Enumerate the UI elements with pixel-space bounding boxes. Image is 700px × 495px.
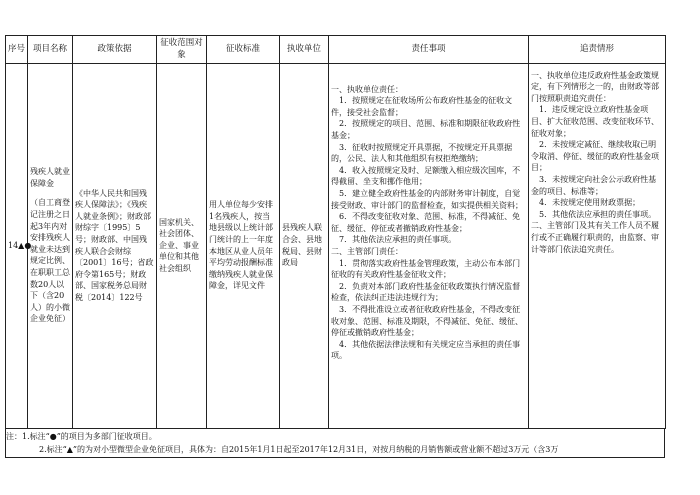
row-project-name-note: （自工商登记注册之日起3年内对安排残疾人就业未达到规定比例、在职职工总数20人以下（含20人）的小微企业免征） — [30, 198, 70, 324]
row-unit: 县残疾人联合会、县地税局、县财政局 — [280, 63, 329, 428]
duty-line: 3．不得批准设立或者征收政府性基金，不得改变征收对象、范围、标准及期限，不得减征、免征、缓征、停征或撤销政府性基金； — [331, 304, 523, 338]
header-duties: 责任事项 — [329, 36, 529, 64]
duty-line: 1．按照规定在征收场所公布政府性基金的征收文件，接受社会监督； — [331, 96, 513, 117]
duty-line: 4．其他依据法律法规和有关规定应当承担的责任事项。 — [331, 339, 521, 361]
penalty-line: 3．未按规定向社会公示政府性基金的项目、标准等； — [531, 174, 657, 196]
note-line-2: 2.标注“▲”的为对小型微型企业免征项目，具体为：自2015年1月1日起至2017年12月31日，对按月纳税的月销售额或营业额不超过3万元（含3万 — [39, 445, 559, 455]
fee-policy-table — [5, 35, 666, 429]
penalty-line: 二、主管部门及其有关工作人员不履行或不正确履行职责的，由监察、审计等部门依法追究责任。 — [531, 221, 659, 254]
table-header-row — [6, 36, 666, 64]
penalty-line: 1．违反规定设立政府性基金项目、扩大征收范围、改变征收环节、征收对象； — [531, 105, 659, 138]
header-unit: 执收单位 — [280, 36, 329, 64]
duty-line: 1．贯彻落实政府性基金管理政策，主动公布本部门征收的有关政府性基金征收文件； — [331, 258, 521, 280]
penalty-line: 5．其他依法应承担的责任事项。 — [539, 209, 657, 219]
header-seq: 序号 — [6, 36, 28, 64]
duty-line: 7．其他依法应承担的责任事项。 — [339, 235, 457, 245]
duty-line: 一、执收单位责任： — [331, 84, 403, 94]
header-policy-basis: 政策依据 — [73, 36, 157, 64]
row-standard: 用人单位每少安排1名残疾人，按当地县级以上统计部门统计的上一年度本地区从业人员年平均劳动报酬标准缴纳残疾人就业保障金，详见文件 — [207, 63, 280, 428]
duty-line: 2．按照规定的项目、范围、标准和期限征收政府性基金； — [331, 119, 521, 140]
table-notes — [5, 429, 665, 458]
row-project-name-cell — [28, 63, 73, 428]
penalty-line: 4．未按规定使用财政票据； — [539, 198, 641, 208]
duty-line: 2．负责对本部门政府性基金征收政策执行情况监督检查，依法纠正违法违规行为； — [331, 281, 521, 303]
penalty-line: 2．未按规定减征、继续收取已明令取消、停征、缓征的政府性基金项目； — [531, 140, 659, 173]
penalty-line: 一、执收单位违反政府性基金政策规定，有下列情形之一的，由财政等部门按照职责追究责任： — [531, 70, 659, 103]
row-duties-cell — [329, 63, 529, 428]
duty-line: 5．建立健全政府性基金的内部财务审计制度，自觉接受财政、审计部门的监督检查，如实提供相关资料； — [331, 188, 523, 210]
duty-line: 二、主管部门责任： — [331, 246, 403, 256]
duty-line: 3．征收时按照规定开具票据，不按规定开具票据的，公民、法人和其他组织有权拒绝缴纳； — [331, 142, 513, 164]
header-penalties: 追责情形 — [529, 36, 666, 64]
table-row — [6, 63, 666, 428]
fee-policy-table-sheet — [5, 35, 665, 490]
row-policy-basis: 《中华人民共和国残疾人保障法》；《残疾人就业条例》；财政部财综字〔1995〕5号；财政部、中国残疾人联合会财综〔2001〕16号；省政府令第165号；财政部、国家税务总局财税〔2014〕122号 — [73, 63, 157, 428]
header-standard: 征收标准 — [207, 36, 280, 64]
note-line-1: 注：1.标注“●”的项目为多部门征收项目。 — [6, 431, 157, 441]
duty-line: 4．收入按照规定及时、足额缴入相应级次国库，不得截留、坐支和挪作他用； — [331, 165, 521, 187]
duty-line: 6．不得改变征收对象、范围、标准，不得减征、免征、缓征、停征或者撤销政府性基金； — [331, 212, 521, 233]
row-project-name: 残疾人就业保障金 — [30, 167, 70, 188]
header-scope: 征收范围对象 — [157, 36, 207, 64]
row-scope: 国家机关、社会团体、企业、事业单位和其他社会组织 — [157, 63, 207, 428]
row-penalties-cell — [529, 63, 666, 428]
row-seq: 14▲● — [6, 63, 28, 428]
header-project-name: 项目名称 — [28, 36, 73, 64]
